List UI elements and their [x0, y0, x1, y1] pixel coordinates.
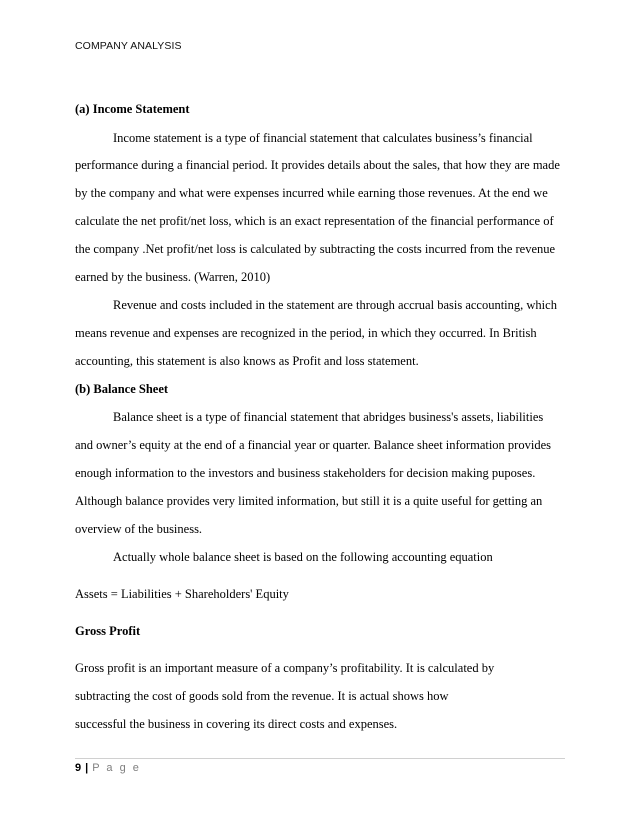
gross-profit-heading: Gross Profit	[75, 624, 141, 638]
footer-separator: |	[85, 762, 89, 774]
accounting-equation: Assets = Liabilities + Shareholders' Equity	[75, 587, 289, 601]
gross-profit-line: successful the business in covering its direct costs and expenses.	[75, 717, 398, 731]
balance-paragraph-line: and owner’s equity at the end of a financial year or quarter. Balance sheet information provides	[75, 438, 551, 452]
balance-paragraph-line: overview of the business.	[75, 522, 203, 536]
income-paragraph-line: by the company and what were expenses incurred while earning those revenues. At the end we	[75, 186, 548, 200]
income-paragraph-line: accounting, this statement is also knows as Profit and loss statement.	[75, 354, 419, 368]
income-paragraph-line: the company .Net profit/net loss is calculated by subtracting the costs incurred from the revenue	[75, 242, 556, 256]
running-header: COMPANY ANALYSIS	[75, 40, 182, 52]
gross-profit-line: subtracting the cost of goods sold from the revenue. It is actual shows how	[75, 689, 449, 703]
income-paragraph-line: means revenue and expenses are recognized in the period, in which they occurred. In British	[75, 326, 537, 340]
page-number: 9	[75, 762, 82, 774]
balance-paragraph-line: Although balance provides very limited information, but still it is a quite useful for getting an	[75, 494, 543, 508]
page-label: P a g e	[92, 762, 141, 774]
balance-sheet-heading: (b) Balance Sheet	[75, 382, 169, 396]
balance-paragraph-line: Actually whole balance sheet is based on the following accounting equation	[113, 550, 493, 564]
footer-divider	[75, 758, 565, 759]
income-statement-heading: (a) Income Statement	[75, 102, 190, 116]
gross-profit-line: Gross profit is an important measure of a company’s profitability. It is calculated by	[75, 661, 495, 675]
income-paragraph-line: earned by the business. (Warren, 2010)	[75, 270, 271, 284]
income-paragraph-line: Revenue and costs included in the statement are through accrual basis accounting, which	[113, 298, 557, 312]
income-paragraph-line: calculate the net profit/net loss, which is an exact representation of the financial performance of	[75, 214, 554, 228]
balance-paragraph-line: Balance sheet is a type of financial statement that abridges business's assets, liabilities	[113, 410, 544, 424]
balance-paragraph-line: enough information to the investors and business stakeholders for decision making puposes.	[75, 466, 536, 480]
income-paragraph-line: Income statement is a type of financial statement that calculates business’s financial	[113, 131, 533, 145]
page-footer	[75, 762, 141, 774]
income-paragraph-line: performance during a financial period. It provides details about the sales, that how they are made	[75, 158, 560, 172]
